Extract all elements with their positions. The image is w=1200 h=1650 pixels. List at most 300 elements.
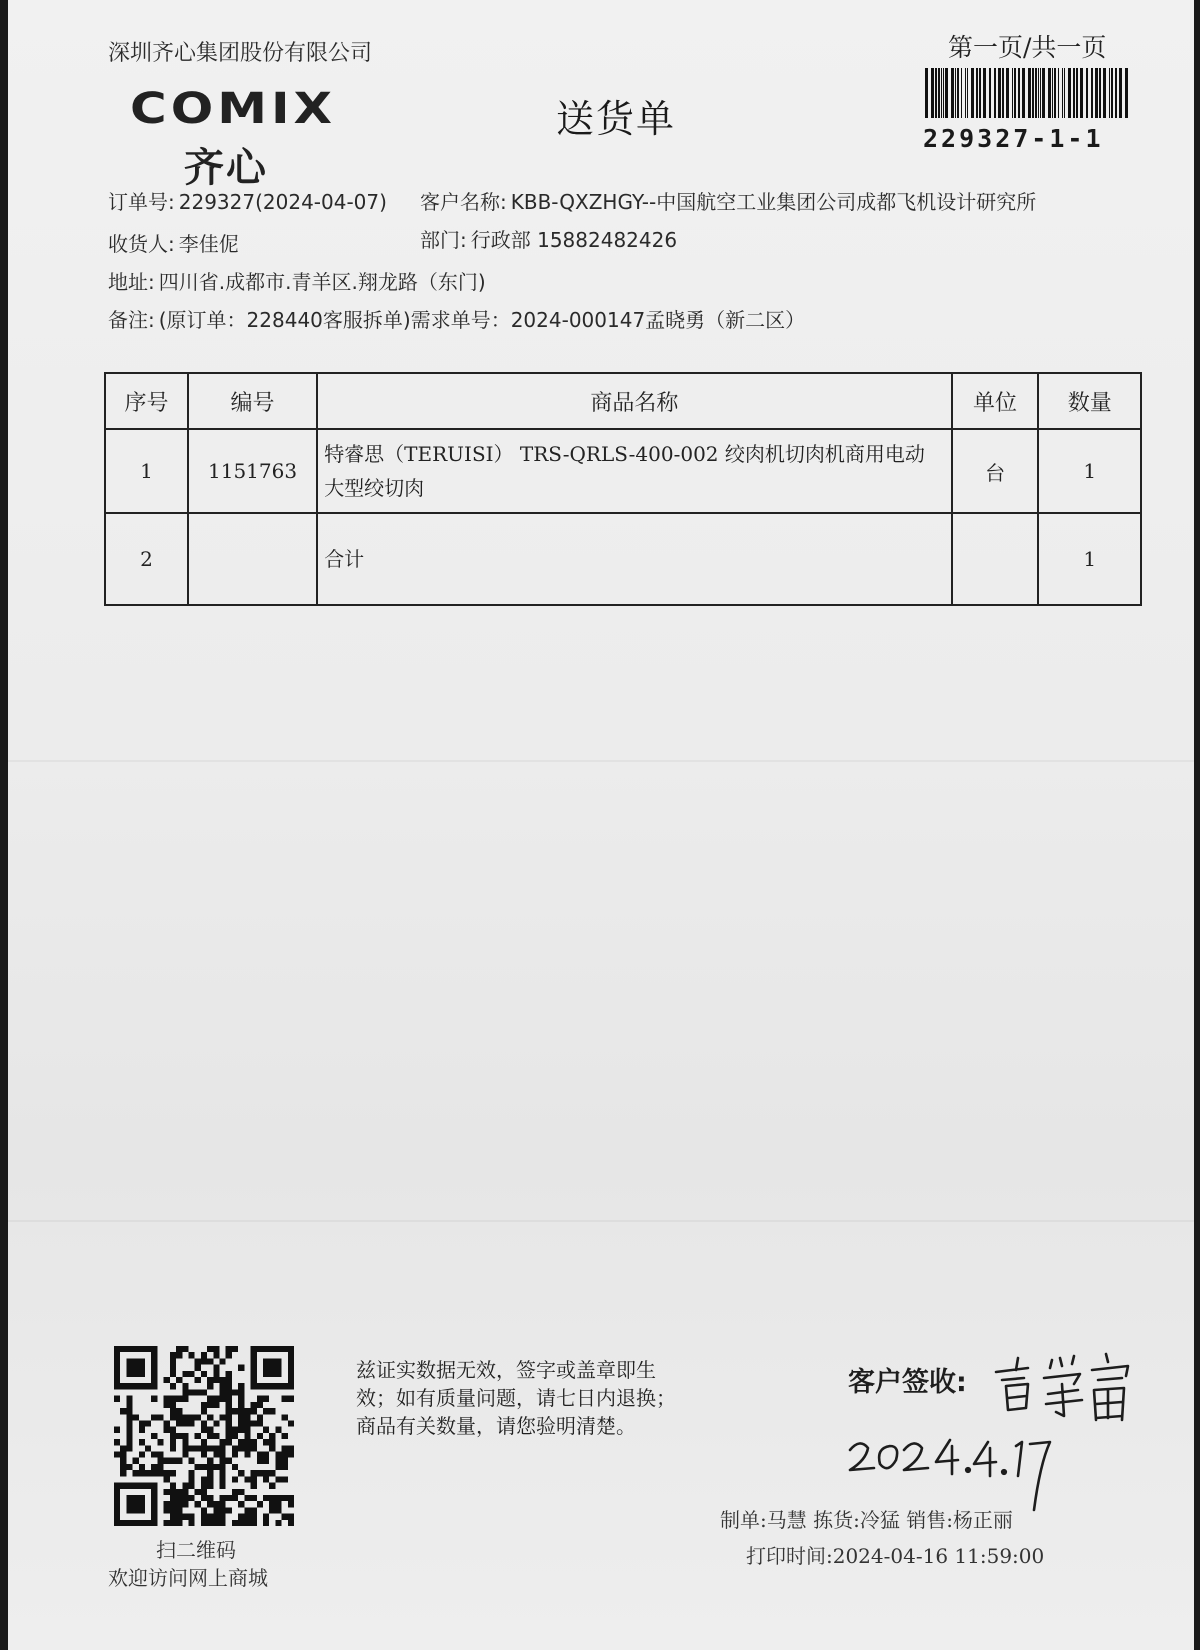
qr-module [220,1377,226,1383]
qr-module [151,1358,157,1364]
customer-sign-label: 客户签收: [848,1367,967,1398]
qr-module [220,1396,226,1402]
qr-module [114,1520,120,1526]
qr-module [170,1520,176,1526]
barcode-bar [951,68,954,118]
qr-module [126,1501,132,1507]
qr-module [201,1507,207,1513]
qr-module [232,1346,238,1352]
qr-module [164,1377,170,1383]
qr-module [176,1489,182,1495]
qr-module [226,1408,232,1414]
qr-module [220,1414,226,1420]
qr-module [226,1371,232,1377]
qr-module [170,1489,176,1495]
qr-module [244,1439,250,1445]
qr-module [170,1383,176,1389]
qr-module [126,1427,132,1433]
receiver-label: 收货人: [108,232,175,256]
qr-module [195,1377,201,1383]
barcode-bar [957,68,959,118]
qr-module [139,1452,145,1458]
qr-module [263,1495,269,1501]
barcode-bar [1006,68,1009,118]
qr-module [232,1408,238,1414]
handwritten-date [846,1434,1056,1514]
barcode-bar [1040,68,1041,118]
qr-module [170,1470,176,1476]
qr-module [263,1371,269,1377]
qr-module [269,1483,275,1489]
barcode-bar [1068,68,1071,118]
barcode-bar [925,68,928,118]
qr-module [269,1365,275,1371]
qr-module [226,1414,232,1420]
qr-module [220,1358,226,1364]
qr-module [139,1501,145,1507]
qr-module [188,1495,194,1501]
qr-module [151,1383,157,1389]
qr-module [257,1458,263,1464]
qr-module [176,1408,182,1414]
qr-module [269,1346,275,1352]
qr-module [126,1495,132,1501]
qr-module [257,1402,263,1408]
qr-module [263,1408,269,1414]
barcode-bar [994,68,996,118]
qr-module [182,1383,188,1389]
customer-value: KBB-QXZHGY--中国航空工业集团公司成都飞机设计研究所 [510,190,1037,214]
barcode-bar [1119,68,1122,118]
qr-module [238,1514,244,1520]
qr-module [275,1476,281,1482]
qr-module [114,1346,120,1352]
qr-module [251,1383,257,1389]
qr-module [182,1514,188,1520]
barcode-bar [1038,68,1039,118]
barcode-bar [1018,68,1020,118]
barcode-bar [989,68,991,118]
qr-module [282,1476,288,1482]
qr-module [213,1402,219,1408]
qr-module [244,1445,250,1451]
qr-module [288,1358,294,1364]
barcode-bar [1080,68,1083,118]
qr-module [257,1433,263,1439]
qr-module [251,1476,257,1482]
qr-module [114,1352,120,1358]
qr-module [251,1514,257,1520]
cell-total-label: 合计 [317,513,951,605]
barcode-bar [943,68,944,118]
qr-module [170,1439,176,1445]
qr-module [238,1402,244,1408]
barcode-bar [971,68,974,118]
qr-module [269,1445,275,1451]
qr-module [288,1445,294,1451]
qr-module [176,1507,182,1513]
qr-module [238,1427,244,1433]
qr-module [201,1402,207,1408]
qr-module [257,1470,263,1476]
qr-module [207,1414,213,1420]
qr-module [207,1358,213,1364]
qr-module [226,1377,232,1383]
receiver-value: 李佳伲 [178,232,239,256]
barcode-bar [935,68,937,118]
qr-module [176,1396,182,1402]
qr-module [226,1458,232,1464]
qr-module [207,1427,213,1433]
qr-module [201,1358,207,1364]
barcode-bar [1073,68,1075,118]
qr-module [232,1452,238,1458]
qr-module [238,1420,244,1426]
barcode-bar [931,68,934,118]
barcode-bar [1115,68,1117,118]
qr-module [207,1495,213,1501]
qr-module [188,1371,194,1377]
cell-unit [952,513,1039,605]
qr-module [120,1464,126,1470]
qr-module [114,1383,120,1389]
notice-line: 效；如有质量问题，请七日内退换； [356,1386,676,1410]
qr-module [226,1402,232,1408]
qr-module [282,1514,288,1520]
qr-module [139,1495,145,1501]
barcode-bar [1062,68,1063,118]
qr-module [251,1495,257,1501]
qr-module [126,1408,132,1414]
qr-module [188,1389,194,1395]
qr-module [164,1402,170,1408]
qr-module [263,1514,269,1520]
qr-module [126,1365,132,1371]
qr-module [170,1408,176,1414]
qr-module [220,1470,226,1476]
qr-module [251,1365,257,1371]
qr-module [176,1414,182,1420]
qr-module [263,1358,269,1364]
qr-module [126,1439,132,1445]
qr-module [213,1514,219,1520]
qr-module [188,1445,194,1451]
qr-module [213,1346,219,1352]
qr-module [269,1470,275,1476]
qr-module [213,1520,219,1526]
department-label: 部门: [420,228,467,252]
barcode-bar [983,68,986,118]
qr-module [170,1352,176,1358]
qr-module [282,1396,288,1402]
qr-module [114,1495,120,1501]
qr-module [120,1458,126,1464]
department-value: 行政部 15882482426 [470,228,678,252]
qr-module [213,1507,219,1513]
qr-module [275,1507,281,1513]
qr-module [139,1358,145,1364]
qr-module [201,1445,207,1451]
qr-module [232,1476,238,1482]
qr-module [269,1408,275,1414]
qr-module [238,1414,244,1420]
qr-module [263,1452,269,1458]
qr-module [275,1358,281,1364]
qr-module [288,1396,294,1402]
qr-module [288,1383,294,1389]
qr-module [114,1371,120,1377]
qr-module [238,1501,244,1507]
qr-module [207,1377,213,1383]
qr-module [151,1396,157,1402]
qr-module [288,1520,294,1526]
notice-text [356,1356,746,1440]
qr-module [232,1489,238,1495]
qr-module [151,1520,157,1526]
qr-module [251,1507,257,1513]
qr-module [282,1458,288,1464]
barcode-bar [1054,68,1056,118]
qr-module [207,1464,213,1470]
barcode-number: 229327-1-1 [923,124,1104,153]
qr-caption-scan: 扫二维码 [156,1538,236,1562]
qr-module [133,1520,139,1526]
qr-module [151,1507,157,1513]
qr-module [226,1420,232,1426]
qr-module [133,1458,139,1464]
qr-module [257,1452,263,1458]
header-product-name: 商品名称 [317,373,951,429]
qr-module [220,1514,226,1520]
qr-module [257,1346,263,1352]
qr-module [195,1501,201,1507]
qr-module [244,1408,250,1414]
qr-module [188,1476,194,1482]
qr-module [151,1501,157,1507]
header-seq: 序号 [105,373,188,429]
qr-module [251,1520,257,1526]
qr-module [201,1476,207,1482]
qr-module [288,1371,294,1377]
qr-module [244,1414,250,1420]
barcode-bar [1022,68,1025,118]
qr-module [151,1352,157,1358]
qr-module [275,1346,281,1352]
qr-module [238,1365,244,1371]
delivery-note-paper [8,0,1194,1650]
document-title: 送货单 [556,97,677,141]
qr-module [182,1439,188,1445]
qr-module [126,1464,132,1470]
address-label: 地址: [108,270,155,294]
qr-module [182,1452,188,1458]
barcode-bar [1042,68,1045,118]
qr-module [170,1514,176,1520]
qr-module [176,1433,182,1439]
qr-module [282,1495,288,1501]
qr-module [251,1420,257,1426]
qr-module [269,1371,275,1377]
qr-module [139,1470,145,1476]
qr-module [195,1389,201,1395]
qr-module [207,1383,213,1389]
header-code: 编号 [188,373,317,429]
header-quantity: 数量 [1038,373,1141,429]
remark-label: 备注: [108,308,155,332]
barcode-bar [945,68,948,118]
qr-module [145,1520,151,1526]
qr-module [133,1346,139,1352]
qr-module [251,1358,257,1364]
qr-module [164,1507,170,1513]
remark-value: (原订单：228440客服拆单)需求单号：2024-000147孟晓勇（新二区） [158,308,806,332]
qr-module [207,1520,213,1526]
qr-module [282,1433,288,1439]
qr-module [226,1383,232,1389]
qr-module [170,1358,176,1364]
qr-module [220,1389,226,1395]
barcode-bar [976,68,978,118]
qr-module [288,1420,294,1426]
qr-module [170,1414,176,1420]
qr-module [139,1383,145,1389]
qr-module [244,1452,250,1458]
qr-module [207,1501,213,1507]
qr-module [251,1445,257,1451]
header-unit: 单位 [952,373,1039,429]
qr-module [170,1433,176,1439]
qr-module [139,1346,145,1352]
qr-module [220,1445,226,1451]
barcode-bar [1125,68,1128,118]
qr-module [275,1365,281,1371]
qr-module [157,1414,163,1420]
qr-module [288,1377,294,1383]
qr-module [164,1420,170,1426]
qr-module [120,1408,126,1414]
qr-module [139,1464,145,1470]
qr-module [251,1371,257,1377]
qr-module [126,1414,132,1420]
qr-module [213,1396,219,1402]
qr-module [139,1365,145,1371]
barcode-bar [1099,68,1101,118]
qr-module [213,1371,219,1377]
qr-module [244,1514,250,1520]
qr-module [220,1520,226,1526]
qr-module [176,1352,182,1358]
qr-module [114,1365,120,1371]
qr-module [207,1346,213,1352]
qr-module [151,1483,157,1489]
qr-module [201,1427,207,1433]
qr-module [275,1427,281,1433]
goods-table [104,372,1142,606]
cell-unit: 台 [952,429,1039,513]
qr-module [244,1495,250,1501]
qr-module [226,1507,232,1513]
paper-crease [8,760,1194,762]
qr-module [133,1365,139,1371]
qr-module [263,1365,269,1371]
qr-module [257,1414,263,1420]
qr-module [126,1402,132,1408]
qr-module [213,1365,219,1371]
staff-info: 制单:马慧 拣货:冷猛 销售:杨正丽 [720,1508,1013,1532]
qr-module [201,1420,207,1426]
qr-module [182,1483,188,1489]
qr-module [126,1507,132,1513]
qr-module [238,1445,244,1451]
qr-module [188,1470,194,1476]
qr-module [151,1365,157,1371]
qr-module [207,1470,213,1476]
qr-module [201,1520,207,1526]
qr-module [151,1377,157,1383]
qr-module [170,1402,176,1408]
qr-module [151,1464,157,1470]
qr-module [207,1445,213,1451]
qr-module [275,1501,281,1507]
qr-module [288,1495,294,1501]
qr-module [195,1365,201,1371]
barcode-bar [1032,68,1034,118]
barcode-bar [1058,68,1059,118]
qr-module [207,1514,213,1520]
qr-module [269,1501,275,1507]
qr-module [263,1520,269,1526]
qr-module [220,1476,226,1482]
qr-module [182,1371,188,1377]
qr-module [133,1358,139,1364]
qr-module [176,1495,182,1501]
cell-code [188,513,317,605]
qr-module [201,1389,207,1395]
qr-module [201,1495,207,1501]
qr-module [139,1420,145,1426]
cell-seq: 2 [105,513,188,605]
qr-module [133,1414,139,1420]
qr-module [275,1383,281,1389]
qr-module [188,1514,194,1520]
qr-module [220,1383,226,1389]
qr-module [257,1420,263,1426]
receiver-field [108,228,239,257]
qr-module [263,1458,269,1464]
qr-module [157,1458,163,1464]
qr-module [238,1520,244,1526]
qr-module [282,1414,288,1420]
qr-module [126,1520,132,1526]
qr-module [176,1346,182,1352]
cell-product-name: 特睿思（TERUISI） TRS-QRLS-400-002 绞肉机切肉机商用电动大型绞切肉 [317,429,951,513]
page-info: 第一页/共一页 [948,33,1107,62]
qr-module [120,1452,126,1458]
barcode-bar [1076,68,1078,118]
qr-module [114,1452,120,1458]
qr-module [151,1489,157,1495]
qr-module [238,1383,244,1389]
qr-module [269,1439,275,1445]
qr-module [275,1458,281,1464]
qr-module [151,1495,157,1501]
qr-module [164,1520,170,1526]
qr-module [195,1464,201,1470]
qr-module [220,1458,226,1464]
qr-module [213,1452,219,1458]
qr-module [114,1501,120,1507]
qr-module [251,1408,257,1414]
